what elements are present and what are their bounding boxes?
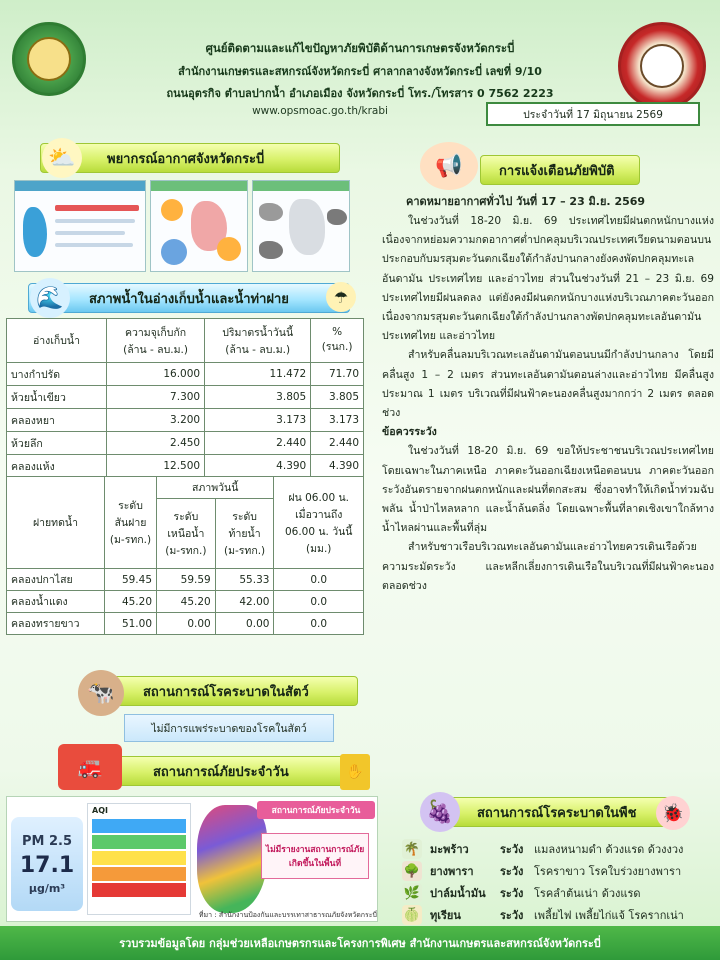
col-downstream-level: ระดับ ท้ายน้ำ (ม-รทก.) (215, 499, 274, 569)
thumb-header-bar (253, 181, 349, 191)
cloud-rain-icon: ⛅ (42, 138, 82, 178)
dam-icon: 🌊 (30, 278, 70, 318)
map-title: สถานการณ์ภัยประจำวัน (257, 801, 375, 819)
aqi-level-good (92, 835, 186, 849)
col-percent: % (รนก.) (311, 319, 364, 363)
table-row: คลองหยา 3.200 3.173 3.173 (7, 409, 364, 432)
stop-hand-icon: ✋ (340, 754, 370, 790)
table-row: คลองน้ำแดง 45.20 45.20 42.00 0.0 (7, 591, 364, 613)
source-note: ที่มา : สำนักงานป้องกันและบรรเทาสาธารณภัยจังหวัดกระบี่ (198, 911, 377, 919)
raindrop-graphic (23, 207, 47, 257)
reservoir-banner (28, 283, 350, 313)
alert-subtitle: คาดหมายอากาศทั่วไป วันที่ 17 – 23 มิ.ย. 2569 (406, 195, 646, 208)
table-row: คลองทรายขาว 51.00 0.00 0.00 0.0 (7, 613, 364, 635)
list-item: 🌴 มะพร้าว ระวัง แมลงหนามดำ ด้วงแรด ด้วงงวง (402, 838, 714, 860)
col-today-status: สภาพวันนี้ (157, 477, 274, 499)
agency-emblem-logo (618, 22, 706, 110)
list-item: 🌿 ปาล์มน้ำมัน ระวัง โรคลำต้นเน่า ด้วงแรด (402, 882, 714, 904)
map-status-line-1: ไม่มีรายงานสถานการณ์ภัย (265, 845, 365, 855)
table-row: คลองปกาไสย 59.45 59.59 55.33 0.0 (7, 569, 364, 591)
header-website-link[interactable]: www.opsmoac.go.th/krabi (252, 105, 388, 117)
alert-paragraph-2: สำหรับคลื่นลมบริเวณทะเลอันดามันตอนบนมีกำลังปานกลาง โดยมีคลื่นสูง 1 – 2 เมตร ส่วนทะเลอันดามันตอนล่างและอ่าวไทย มีคลื่นสูงประมาณ 1 เมตร บริเวณที่มีฝนฟ้าคะนองคลื่นสูงมากกว่า 2 เมตร ตลอดช่วง (382, 349, 714, 420)
aqi-level-moderate (92, 851, 186, 865)
weather-thumbnail-1[interactable] (14, 180, 146, 272)
thumb-text-line (55, 219, 135, 223)
report-date: ประจำวันที่ 17 มิถุนายน 2569 (486, 102, 700, 126)
plant-title: สถานการณ์โรคระบาดในพืช (477, 805, 637, 821)
seal-emblem-icon (27, 37, 71, 81)
col-today-volume: ปริมาตรน้ำวันนี้ (ล้าน - ลบ.ม.) (205, 319, 311, 363)
office-seal-logo (12, 22, 86, 96)
col-upstream-level: ระดับ เหนือน้ำ (ม-รทก.) (157, 499, 216, 569)
weather-thumbnail-2[interactable] (150, 180, 248, 272)
pm25-unit: µg/m³ (28, 881, 66, 895)
header-office-address: สำนักงานเกษตรและสหกรณ์จังหวัดกระบี่ ศาลากลางจังหวัดกระบี่ เลขที่ 9/10 (178, 65, 542, 78)
thumb-map-shape (289, 199, 325, 255)
aqi-level-hazardous (92, 883, 186, 897)
header-center-name: ศูนย์ติดตามและแก้ไขปัญหาภัยพิบัติด้านการเกษตรจังหวัดกระบี่ (205, 41, 515, 55)
map-status-line-2: เกิดขึ้นในพื้นที่ (288, 859, 342, 869)
animal-status: ไม่มีการแพร่ระบาดของโรคในสัตว์ (124, 714, 334, 742)
firetruck-icon: 🚒 (58, 744, 122, 790)
col-weir-name: ฝายทดน้ำ (7, 477, 105, 569)
alert-content (382, 192, 714, 596)
header-contact: ถนนอุตรกิจ ตำบลปากน้ำ อำเภอเมือง จังหวัดกระบี่ โทร./โทรสาร 0 7562 2223 (166, 87, 554, 100)
pm25-card (11, 817, 83, 911)
alert-paragraph-3: ในช่วงวันที่ 18-20 มิ.ย. 69 ขอให้ประชาชนบริเวณประเทศไทย โดยเฉพาะในภาคเหนือ ภาคตะวันออกเฉียงเหนือตอนบน ภาคตะวันออก ระวังอันตรายจากฝนตกหนักและฝนที่ตกสะสม ซึ่งอาจทำให้เกิดน้ำท่วมฉับพลัน น้ำป่าไหลหลาก และน้ำล้นตลิ่ง โดยเฉพาะพื้นที่ลาดเชิงเขาใกล้ทางน้ำไหลผ่านและพื้นที่ลุ่ม (382, 445, 714, 535)
col-rainfall: ฝน 06.00 น. เมื่อวานถึง 06.00 น. วันนี้ (มม.) (274, 477, 364, 569)
cloud-icon (259, 241, 283, 259)
reservoir-title: สภาพน้ำในอ่างเก็บน้ำและน้ำท่าฝาย (89, 291, 289, 307)
ladybug-icon: 🐞 (656, 796, 690, 830)
alert-paragraph-1: ในช่วงวันที่ 18-20 มิ.ย. 69 ประเทศไทยมีฝนตกหนักบางแห่ง เนื่องจากหย่อมความกดอากาศต่ำปกคลุมบริเวณประเทศเวียดนามตอนบน ประกอบกับมรสุมตะวันตกเฉียงใต้กำลังปานกลางยังคงพัดปกคลุมทะเลอันดามัน ประเทศไทย และอ่าวไทย ส่วนในช่วงวันที่ 21 – 23 มิ.ย. 69 ประเทศไทยมีฝนลดลง แต่ยังคงมีฝนตกหนักบางแห่งบริเวณภาคตะวันออก เนื่องจากมรสุมตะวันตกเฉียงใต้กำลังปานกลางพัดปกคลุมทะเลอันดามัน ประเทศไทย และอ่าวไทย (382, 215, 714, 343)
list-item: 🍈 ทุเรียน ระวัง เพลี้ยไฟ เพลี้ยไก่แจ้ โรครากเน่า (402, 904, 714, 926)
oil-palm-icon: 🌿 (402, 883, 422, 903)
emblem-center-icon (640, 44, 684, 88)
rain-umbrella-icon: ☂ (326, 282, 356, 312)
sun-icon (217, 237, 241, 261)
cow-megaphone-icon: 🐄 (78, 670, 124, 716)
table-row: คลองแห้ง 12.500 4.390 4.390 (7, 455, 364, 478)
cloud-icon (161, 239, 187, 265)
col-reservoir-name: อ่างเก็บน้ำ (7, 319, 107, 363)
krabi-district-map (197, 805, 267, 913)
weir-table (6, 476, 364, 635)
coconut-tree-icon: 🌴 (402, 839, 422, 859)
col-crest-level: ระดับ สันฝาย (ม-รทก.) (105, 477, 157, 569)
weather-title: พยากรณ์อากาศจังหวัดกระบี่ (107, 151, 265, 167)
plant-list (402, 838, 714, 926)
pm25-value: 17.1 (19, 852, 75, 878)
table-row: ห้วยลึก 2.450 2.440 2.440 (7, 432, 364, 455)
sun-icon (161, 199, 183, 221)
daily-title: สถานการณ์ภัยประจำวัน (153, 764, 289, 780)
weather-thumbnail-3[interactable] (252, 180, 350, 272)
thumb-text-line (55, 243, 133, 247)
caution-heading: ข้อควรระวัง (382, 426, 437, 439)
thumb-text-line (55, 205, 139, 211)
weather-banner (40, 143, 340, 173)
alert-paragraph-4: สำหรับชาวเรือบริเวณทะเลอันดามันและอ่าวไทยควรเดินเรือด้วยความระมัดระวัง และหลีกเลี่ยงการเดินเรือในบริเวณที่มีฝนฟ้าคะนองตลอดช่วง (382, 541, 714, 592)
reservoir-table (6, 318, 364, 501)
footer-credit: รวบรวมข้อมูลโดย กลุ่มช่วยเหลือเกษตรกรและโครงการพิเศษ สำนักงานเกษตรและสหกรณ์จังหวัดกระบี่ (0, 926, 720, 960)
plant-banner (436, 797, 678, 827)
col-capacity: ความจุเก็บกัก (ล้าน - ลบ.ม.) (107, 319, 205, 363)
thumb-header-bar (15, 181, 145, 191)
map-status-box (261, 833, 369, 879)
aqi-level-excellent (92, 819, 186, 833)
cloud-icon (259, 203, 283, 221)
daily-infographic[interactable] (6, 796, 378, 922)
aqi-scale-table (87, 803, 191, 915)
aqi-level-unhealthy (92, 867, 186, 881)
durian-icon: 🍈 (402, 905, 422, 925)
animal-title: สถานการณ์โรคระบาดในสัตว์ (143, 684, 309, 700)
grape-icon: 🍇 (420, 792, 460, 832)
animal-banner (86, 676, 358, 706)
table-row: บางกำปรัด 16.000 11.472 71.70 (7, 363, 364, 386)
rubber-tree-icon: 🌳 (402, 861, 422, 881)
pm25-label: PM 2.5 (21, 833, 73, 849)
alert-title: การแจ้งเตือนภัยพิบัติ (499, 163, 615, 179)
thumb-header-bar (151, 181, 247, 191)
alert-banner (480, 155, 640, 185)
cloud-icon (327, 209, 347, 225)
table-row: ห้วยน้ำเขียว 7.300 3.805 3.805 (7, 386, 364, 409)
aqi-label: AQI (92, 806, 108, 815)
megaphone-girl-icon: 📢 (420, 142, 478, 190)
thumb-text-line (55, 231, 125, 235)
list-item: 🌳 ยางพารา ระวัง โรคราขาว โรคใบร่วงยางพารา (402, 860, 714, 882)
